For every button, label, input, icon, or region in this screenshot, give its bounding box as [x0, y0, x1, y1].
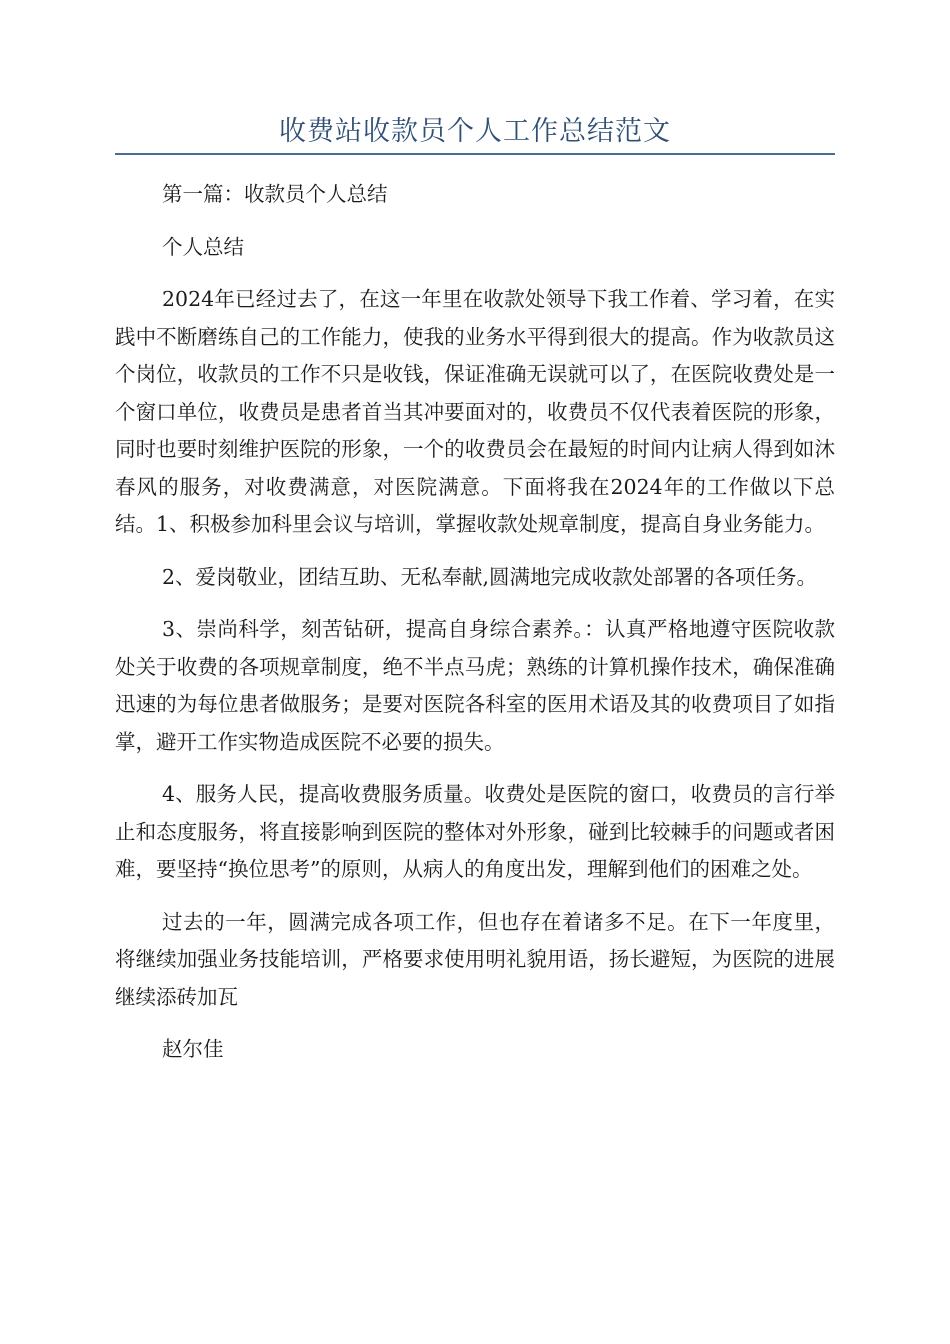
title-underline: [115, 153, 835, 155]
paragraph-item-3: 3、崇尚科学，刻苦钻研，提高自身综合素养。：认真严格地遵守医院收款处关于收费的各项规章制度，绝不半点马虎；熟练的计算机操作技术，确保准确迅速的为每位患者做服务；是要对医院各科室的医用术语及其的收费项目了如指掌，避开工作实物造成医院不必要的损失。: [115, 617, 835, 754]
paragraph-item-4: 4、服务人民，提高收费服务质量。收费处是医院的窗口，收费员的言行举止和态度服务，将直接影响到医院的整体对外形象，碰到比较棘手的问题或者困难，要坚持“换位思考”的原则，从病人的角度出发，理解到他们的困难之处。: [115, 782, 835, 881]
paragraph-intro: 2024年已经过去了，在这一年里在收款处领导下我工作着、学习着，在实践中不断磨练自己的工作能力，使我的业务水平得到很大的提高。作为收款员这个岗位，收款员的工作不只是收钱，保证准确无误就可以了，在医院收费处是一个窗口单位，收费员是患者首当其冲要面对的，收费员不仅代表着医院的形象，同时也要时刻维护医院的形象，一个的收费员会在最短的时间内让病人得到如沐春风的服务，对收费满意，对医院满意。下面将我在2024年的工作做以下总结。1、积极参加科里会议与培训，掌握收款处规章制度，提高自身业务能力。: [115, 287, 835, 536]
paragraph-conclusion: 过去的一年，圆满完成各项工作，但也存在着诸多不足。在下一年度里，将继续加强业务技能培训，严格要求使用明礼貌用语，扬长避短，为医院的进展继续添砖加瓦: [115, 909, 835, 1009]
document-body: [115, 176, 835, 1084]
paragraph-item-2: 2、爱岗敬业，团结互助、无私奉献,圆满地完成收款处部署的各项任务。: [162, 564, 818, 589]
subheading: 个人总结: [162, 234, 244, 259]
author-signature: 赵尔佳: [162, 1037, 224, 1061]
section-heading: 第一篇：收款员个人总结: [162, 182, 388, 206]
document-title: 收费站收款员个人工作总结范文: [279, 116, 671, 147]
